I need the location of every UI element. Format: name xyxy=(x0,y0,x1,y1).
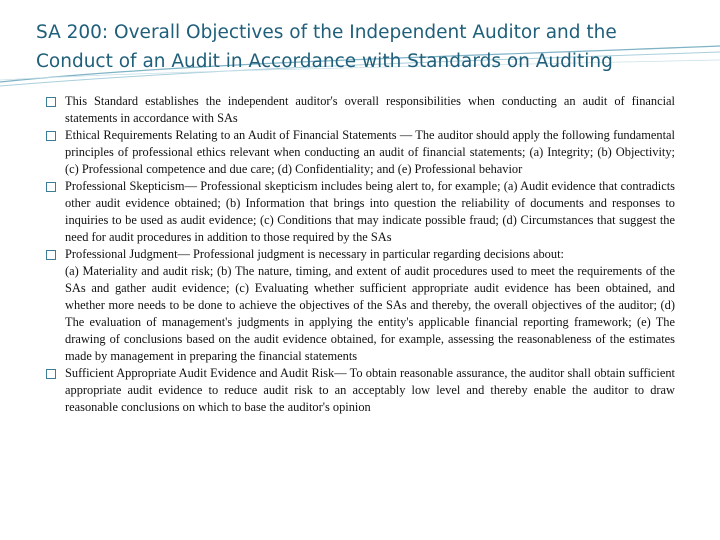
square-bullet-icon xyxy=(46,369,56,379)
bullet-item-ethical-requirements xyxy=(46,127,675,178)
title-line-1: SA 200: Overall Objectives of the Independent Auditor and the xyxy=(36,22,617,43)
square-bullet-icon xyxy=(46,131,56,141)
bullet-item-professional-skepticism xyxy=(46,178,675,246)
bullet-text: Sufficient Appropriate Audit Evidence and Audit Risk— To obtain reasonable assurance, the auditor shall obtain sufficient appropriate audit evidence to reduce audit risk to an acceptably low level and thereby enable the auditor to draw reasonable conclusions on which to base the auditor's opinion xyxy=(65,366,675,414)
bullet-text: Professional Skepticism— Professional skepticism includes being alert to, for example; (a) Audit evidence that contradicts other audit evidence obtained; (b) Information that brings into question the reliability of documents and responses to inquiries to be used as audit evidence; (c) Conditions that may indicate possible fraud; (d) Circumstances that suggest the need for audit procedures in addition to those required by the SAs xyxy=(65,179,675,244)
square-bullet-icon xyxy=(46,182,56,192)
bullet-item-audit-evidence xyxy=(46,365,675,416)
bullet-list xyxy=(46,93,675,416)
bullet-text-detail: (a) Materiality and audit risk; (b) The nature, timing, and extent of audit procedures used to meet the requirements of the SAs and gather audit evidence; (c) Evaluating whether sufficient appropriate audit evidence has been obtained, and whether more needs to be done to achieve the objectives of the SAs and thereby, the overall objectives of the auditor; (d) The evaluation of management's judgments in applying the entity's applicable financial reporting framework; (e) The drawing of conclusions based on the audit evidence obtained, for example, assessing the reasonableness of the estimates made by management in preparing the financial statements xyxy=(65,264,675,363)
bullet-item-professional-judgment xyxy=(46,246,675,365)
square-bullet-icon xyxy=(46,250,56,260)
bullet-text-intro: Professional Judgment— Professional judgment is necessary in particular regarding decisions about: xyxy=(65,247,564,261)
bullet-item-standard xyxy=(46,93,675,127)
page-title xyxy=(36,18,696,76)
bullet-text: Ethical Requirements Relating to an Audit of Financial Statements — The auditor should apply the following fundamental principles of professional ethics relevant when conducting an audit of financial statements; (a) Integrity; (b) Objectivity; (c) Professional competence and due care; (d) Confidentiality; and (e) Professional behavior xyxy=(65,128,675,176)
bullet-text: This Standard establishes the independent auditor's overall responsibilities when conducting an audit of financial statements in accordance with SAs xyxy=(65,94,675,125)
square-bullet-icon xyxy=(46,97,56,107)
title-line-2: Conduct of an Audit in Accordance with Standards on Auditing xyxy=(36,51,613,72)
